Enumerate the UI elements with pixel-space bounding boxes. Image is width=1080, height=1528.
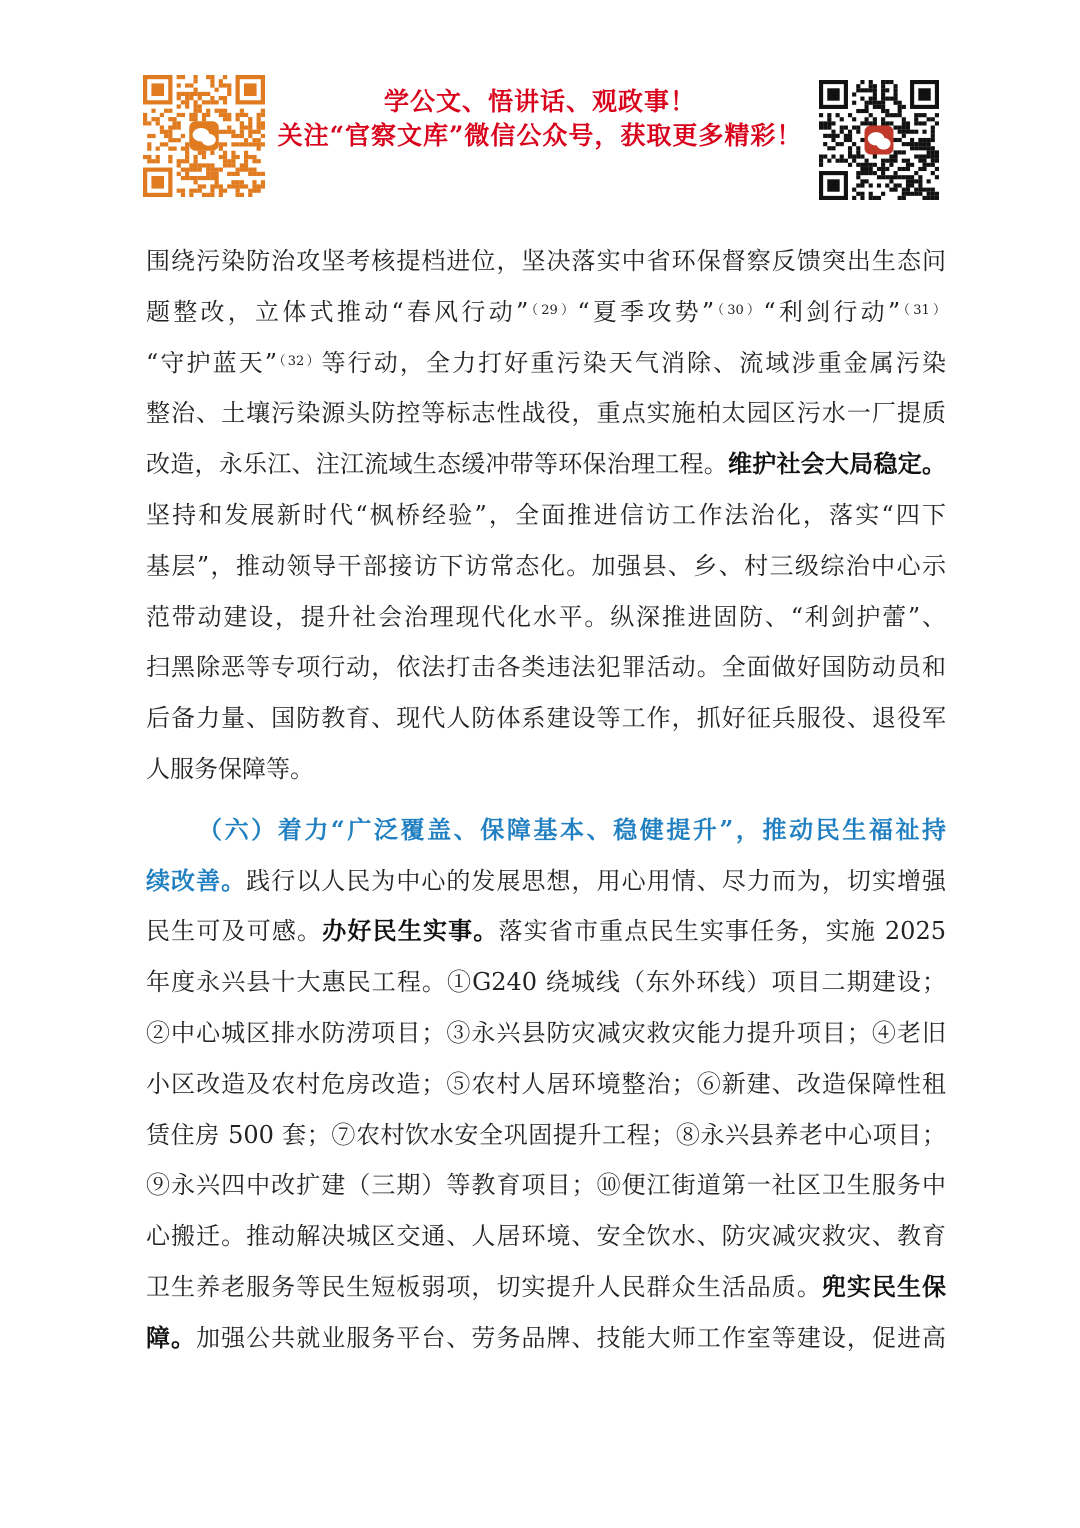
text-run: 人服务保障等。 [146,754,314,783]
text-line [146,338,946,389]
text-run: 基层”，推动领导干部接访下访常态化。加强县、乡、村三级综治中心示 [146,551,946,580]
text-run: 赁住房 500 套；⑦农村饮水安全巩固提升工程；⑧永兴县养老中心项目； [146,1120,946,1149]
text-run: 后备力量、国防教育、现代人防体系建设等工作，抓好征兵服役、退役军 [146,704,946,733]
text-run: 坚持和发展新时代“枫桥经验”，全面推进信访工作法治化，落实“四下 [146,500,946,529]
text-line [146,439,946,490]
text-run: ⑨永兴四中改扩建（三期）等教育项目；⑩便江街道第一社区卫生服务中 [146,1171,946,1200]
text-run: 整治、土壤污染源头防控等标志性战役，重点实施柏太园区污水一厂提质 [146,399,946,428]
text-line [146,1211,946,1262]
wechat-qr-code-icon [143,75,265,197]
text-line [146,287,946,338]
text-run: “夏季攻势” [577,297,715,326]
text-line [146,1313,946,1364]
text-line [146,1160,946,1211]
text-run: 落实省市重点民生实事任务，实施 2025 [498,917,946,946]
text-run: 题整改，立体式推动“春风行动” [146,297,529,326]
text-line [146,236,946,287]
header-slogan: 学公文、悟讲话、观政事！ [383,87,696,116]
text-line [146,388,946,439]
text-run: “利剑行动” [763,297,901,326]
text-run: 加强公共就业服务平台、劳务品牌、技能大师工作室等建设，促进高 [196,1323,947,1352]
text-run: 践行以人民为中心的发展思想，用心用情、尽力而为，切实增强 [246,866,947,895]
text-line [146,1059,946,1110]
text-line [146,541,946,592]
text-run: 围绕污染防治攻坚考核提档进位，坚决落实中省环保督察反馈突出生态问 [146,247,946,275]
bold-heading: 办好民生实事。 [322,916,499,946]
document-body [146,236,946,1364]
section-heading: （六）着力“广泛覆盖、保障基本、稳健提升”，推动民生福祉持 [198,814,946,844]
bold-heading: 障。 [146,1322,197,1352]
qr-code-icon [818,80,940,200]
text-run: 卫生养老服务等民生短板弱项，切实提升人民群众生活品质。 [146,1272,822,1301]
paragraph-1 [146,236,946,795]
text-line [146,906,946,957]
text-run: “守护蓝天” [146,348,278,377]
footnote-ref-29: （29） [528,302,578,318]
header-follow-note: 关注“官察文库”微信公众号，获取更多精彩！ [277,121,803,150]
text-run: 范带动建设，提升社会治理现代化水平。纵深推进固防、“利剑护蕾”、 [146,602,946,631]
text-line [146,642,946,693]
text-run: 心搬迁。推动解决城区交通、人居环境、安全饮水、防灾减灾救灾、教育 [146,1222,946,1251]
text-run: 民生可及可感。 [146,917,323,946]
text-run: 等行动，全力打好重污染天气消除、流域涉重金属污染 [321,348,946,377]
bold-heading: 兜实民生保 [821,1271,947,1301]
footnote-ref-30: （30） [714,302,764,318]
section-heading-line [146,805,946,856]
text-line [146,592,946,643]
text-run: 小区改造及农村危房改造；⑤农村人居环境整治；⑥新建、改造保障性租 [146,1069,946,1098]
section-heading: 续改善。 [146,865,247,895]
text-line [146,856,946,907]
bold-heading: 维护社会大局稳定。 [728,449,946,479]
text-run: 改造，永乐江、注江流域生态缓冲带等环保治理工程。 [146,450,728,479]
text-run: ②中心城区排水防涝项目；③永兴县防灾减灾救灾能力提升项目；④老旧 [146,1018,946,1047]
text-line [146,744,946,795]
text-line [146,957,946,1008]
text-line [146,1110,946,1161]
paragraph-2 [146,805,946,1364]
text-run: 扫黑除恶等专项行动，依法打击各类违法犯罪活动。全面做好国防动员和 [146,653,946,682]
text-line [146,693,946,744]
footnote-ref-32: （32） [277,353,322,369]
text-line [146,1008,946,1059]
text-line [146,490,946,541]
text-run: 年度永兴县十大惠民工程。①G240 绕城线（东外环线）项目二期建设； [146,968,946,997]
footnote-ref-31: （31） [900,302,947,318]
text-line [146,1262,946,1313]
